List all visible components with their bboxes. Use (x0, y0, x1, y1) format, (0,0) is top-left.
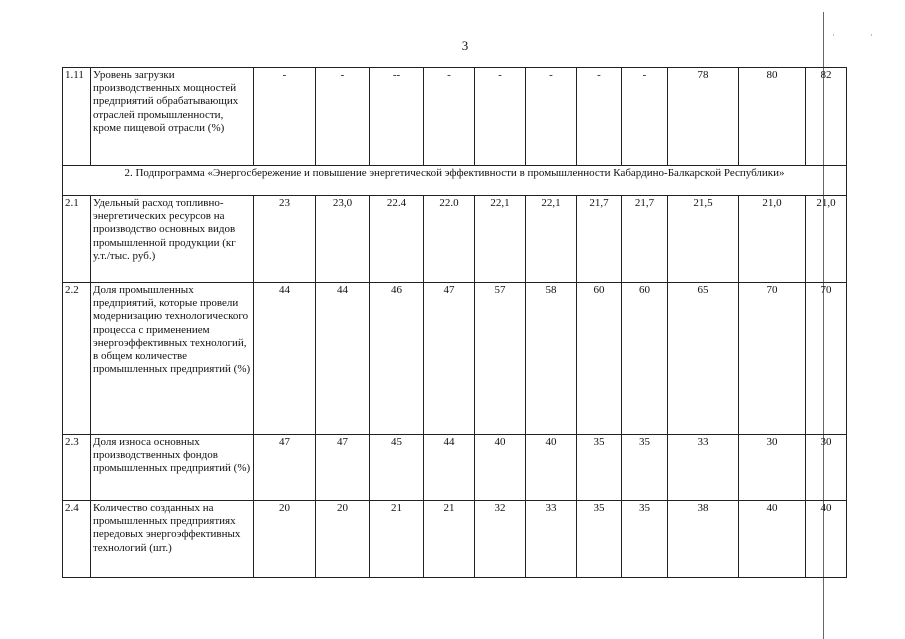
value-cell: 38 (668, 501, 739, 578)
value-cell: 23 (254, 196, 316, 283)
row-number: 2.4 (63, 501, 91, 578)
value-cell: 35 (577, 435, 622, 501)
value-cell: 70 (806, 283, 847, 435)
value-cell: 21,5 (668, 196, 739, 283)
value-cell: 40 (475, 435, 526, 501)
indicator-name: Доля износа основных производственных фондов промышленных предприятий (%) (91, 435, 254, 501)
value-cell: 21,0 (806, 196, 847, 283)
value-cell: 58 (526, 283, 577, 435)
subprogram-heading: 2. Подпрограмма «Энергосбережение и повышение энергетической эффективности в промышленности Кабардино-Балкарской Республики» (63, 166, 847, 196)
value-cell: 44 (424, 435, 475, 501)
value-cell: 33 (668, 435, 739, 501)
indicator-name: Количество созданных на промышленных предприятиях передовых энергоэффективных технологий (шт.) (91, 501, 254, 578)
scan-speck: · (870, 30, 873, 40)
value-cell: - (526, 68, 577, 166)
value-cell: 60 (577, 283, 622, 435)
row-number: 2.2 (63, 283, 91, 435)
value-cell: 21,0 (739, 196, 806, 283)
value-cell: 78 (668, 68, 739, 166)
value-cell: 47 (254, 435, 316, 501)
value-cell: 21,7 (622, 196, 668, 283)
value-cell: 35 (622, 435, 668, 501)
table-row (63, 501, 847, 578)
value-cell: 82 (806, 68, 847, 166)
value-cell: 47 (424, 283, 475, 435)
value-cell: 57 (475, 283, 526, 435)
table-row (63, 283, 847, 435)
row-number: 2.1 (63, 196, 91, 283)
value-cell: - (475, 68, 526, 166)
value-cell: - (622, 68, 668, 166)
row-number: 2.3 (63, 435, 91, 501)
value-cell: 21 (370, 501, 424, 578)
table-row (63, 68, 847, 166)
value-cell: 22,1 (526, 196, 577, 283)
value-cell: 65 (668, 283, 739, 435)
value-cell: - (577, 68, 622, 166)
value-cell: - (424, 68, 475, 166)
row-number: 1.11 (63, 68, 91, 166)
value-cell: 47 (316, 435, 370, 501)
scan-speck: · (832, 30, 835, 40)
value-cell: 21 (424, 501, 475, 578)
value-cell: 20 (254, 501, 316, 578)
value-cell: 60 (622, 283, 668, 435)
indicator-table (62, 67, 847, 578)
value-cell: 70 (739, 283, 806, 435)
value-cell: -- (370, 68, 424, 166)
indicator-name: Удельный расход топливно-энергетических ресурсов на производство основных видов промышленной продукции (кг у.т./тыс. руб.) (91, 196, 254, 283)
value-cell: 46 (370, 283, 424, 435)
value-cell: 45 (370, 435, 424, 501)
value-cell: 32 (475, 501, 526, 578)
value-cell: 30 (739, 435, 806, 501)
value-cell: 35 (577, 501, 622, 578)
value-cell: 22,1 (475, 196, 526, 283)
indicator-name: Доля промышленных предприятий, которые провели модернизацию технологического процесса с применением энергоэффективных технологий, в общем количестве промышленных предприятий (%) (91, 283, 254, 435)
value-cell: 40 (806, 501, 847, 578)
value-cell: 23,0 (316, 196, 370, 283)
page-number: 3 (461, 38, 469, 53)
value-cell: - (254, 68, 316, 166)
value-cell: 44 (316, 283, 370, 435)
value-cell: 80 (739, 68, 806, 166)
value-cell: 22.4 (370, 196, 424, 283)
value-cell: 22.0 (424, 196, 475, 283)
value-cell: 44 (254, 283, 316, 435)
value-cell: 21,7 (577, 196, 622, 283)
value-cell: 40 (526, 435, 577, 501)
value-cell: 20 (316, 501, 370, 578)
table-row (63, 196, 847, 283)
value-cell: - (316, 68, 370, 166)
table-row (63, 435, 847, 501)
indicator-name: Уровень загрузки производственных мощностей предприятий обрабатывающих отраслей промышленности, кроме пищевой отрасли (%) (91, 68, 254, 166)
value-cell: 40 (739, 501, 806, 578)
value-cell: 35 (622, 501, 668, 578)
value-cell: 30 (806, 435, 847, 501)
value-cell: 33 (526, 501, 577, 578)
subprogram-row (63, 166, 847, 196)
